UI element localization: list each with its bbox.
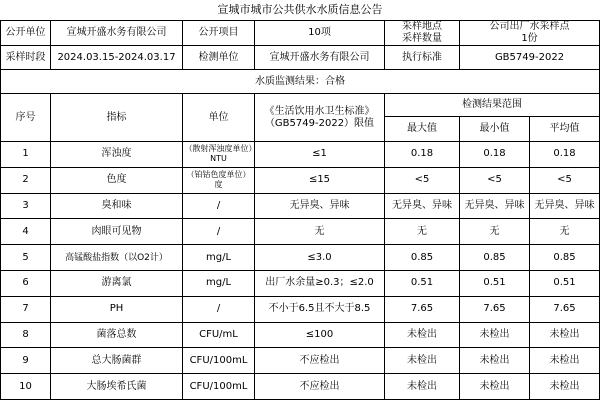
row-max: 0.18 bbox=[385, 142, 460, 168]
header-limit-line-2: （GB5749-2022）限值 bbox=[264, 117, 375, 129]
row-avg: 7.65 bbox=[530, 296, 600, 322]
item-label: 公开项目 bbox=[183, 21, 255, 46]
table-row bbox=[1, 167, 600, 193]
header-unit: 单位 bbox=[183, 94, 255, 142]
row-index: 8 bbox=[1, 322, 51, 348]
row-max: 未检出 bbox=[385, 374, 460, 400]
row-indicator: 浑浊度 bbox=[51, 142, 183, 168]
row-indicator: 色度 bbox=[51, 167, 183, 193]
row-unit: / bbox=[183, 296, 255, 322]
header-row-1 bbox=[1, 94, 600, 117]
sample-label bbox=[385, 21, 460, 46]
row-index: 9 bbox=[1, 348, 51, 374]
row-avg: 无 bbox=[530, 219, 600, 245]
row-limit: 出厂水余量≥0.3；≤2.0 bbox=[255, 270, 385, 296]
unit-value: 宣城开盛水务有限公司 bbox=[51, 21, 183, 46]
header-index: 序号 bbox=[1, 94, 51, 142]
row-min: 0.18 bbox=[460, 142, 530, 168]
sample-count-value: 1份 bbox=[521, 33, 538, 44]
row-min: 无异臭、异味 bbox=[460, 193, 530, 219]
table-row bbox=[1, 193, 600, 219]
row-limit: ≤100 bbox=[255, 322, 385, 348]
standard-value: GB5749-2022 bbox=[460, 46, 600, 70]
standard-label: 执行标准 bbox=[385, 46, 460, 70]
row-unit: CFU/100mL bbox=[183, 374, 255, 400]
info-table bbox=[0, 20, 600, 70]
row-avg: 未检出 bbox=[530, 348, 600, 374]
row-min: <5 bbox=[460, 167, 530, 193]
table-row bbox=[1, 296, 600, 322]
row-avg: 未检出 bbox=[530, 322, 600, 348]
row-limit: 无异臭、异味 bbox=[255, 193, 385, 219]
table-row bbox=[1, 219, 600, 245]
sample-count-label: 采样数量 bbox=[402, 33, 442, 44]
info-row-2 bbox=[1, 46, 600, 70]
table-row bbox=[1, 270, 600, 296]
row-limit: 不应检出 bbox=[255, 348, 385, 374]
row-indicator: 总大肠菌群 bbox=[51, 348, 183, 374]
row-indicator: 肉眼可见物 bbox=[51, 219, 183, 245]
row-limit: 无 bbox=[255, 219, 385, 245]
row-max: 无异臭、异味 bbox=[385, 193, 460, 219]
row-index: 1 bbox=[1, 142, 51, 168]
header-avg: 平均值 bbox=[530, 117, 600, 142]
row-index: 5 bbox=[1, 245, 51, 271]
row-max: 未检出 bbox=[385, 322, 460, 348]
row-max: 无 bbox=[385, 219, 460, 245]
sample-location-value: 公司出厂水采样点 bbox=[489, 21, 570, 32]
row-avg: <5 bbox=[530, 167, 600, 193]
unit-label: 公开单位 bbox=[1, 21, 51, 46]
row-min: 未检出 bbox=[460, 322, 530, 348]
row-indicator: 游离氯 bbox=[51, 270, 183, 296]
row-min: 无 bbox=[460, 219, 530, 245]
row-min: 0.85 bbox=[460, 245, 530, 271]
row-unit: / bbox=[183, 219, 255, 245]
header-range: 检测结果范围 bbox=[385, 94, 600, 117]
header-limit-line-1: 《生活饮用水卫生标准》 bbox=[264, 105, 375, 117]
page-title: 宣城市城市公共供水水质信息公告 bbox=[217, 3, 383, 16]
row-avg: 0.85 bbox=[530, 245, 600, 271]
row-unit: mg/L bbox=[183, 245, 255, 271]
table-row bbox=[1, 348, 600, 374]
row-avg: 0.18 bbox=[530, 142, 600, 168]
test-unit-label: 检测单位 bbox=[183, 46, 255, 70]
row-index: 4 bbox=[1, 219, 51, 245]
row-avg: 无异臭、异味 bbox=[530, 193, 600, 219]
table-row bbox=[1, 322, 600, 348]
row-max: <5 bbox=[385, 167, 460, 193]
row-index: 2 bbox=[1, 167, 51, 193]
table-row bbox=[1, 374, 600, 400]
row-avg: 未检出 bbox=[530, 374, 600, 400]
row-max: 7.65 bbox=[385, 296, 460, 322]
row-limit: 不应检出 bbox=[255, 374, 385, 400]
row-indicator: 菌落总数 bbox=[51, 322, 183, 348]
row-limit: ≤15 bbox=[255, 167, 385, 193]
rows-body bbox=[1, 142, 600, 400]
row-unit: （铂钴色度单位）度 bbox=[183, 167, 255, 193]
header-min: 最小值 bbox=[460, 117, 530, 142]
item-value: 10项 bbox=[255, 21, 385, 46]
row-index: 3 bbox=[1, 193, 51, 219]
row-max: 未检出 bbox=[385, 348, 460, 374]
table-row bbox=[1, 245, 600, 271]
header-indicator: 指标 bbox=[51, 94, 183, 142]
row-indicator: 臭和味 bbox=[51, 193, 183, 219]
table-row bbox=[1, 142, 600, 168]
row-limit: ≤1 bbox=[255, 142, 385, 168]
row-unit: CFU/mL bbox=[183, 322, 255, 348]
row-unit: CFU/100mL bbox=[183, 348, 255, 374]
row-min: 0.51 bbox=[460, 270, 530, 296]
row-indicator: PH bbox=[51, 296, 183, 322]
row-min: 未检出 bbox=[460, 374, 530, 400]
results-table bbox=[0, 70, 600, 400]
period-label: 采样时段 bbox=[1, 46, 51, 70]
test-unit-value: 宣城开盛水务有限公司 bbox=[255, 46, 385, 70]
row-min: 未检出 bbox=[460, 348, 530, 374]
result-line: 水质监测结果：合格 bbox=[1, 70, 600, 94]
row-unit: （散射浑浊度单位）NTU bbox=[183, 142, 255, 168]
row-limit: 不小于6.5且不大于8.5 bbox=[255, 296, 385, 322]
sample-value bbox=[460, 21, 600, 46]
row-index: 6 bbox=[1, 270, 51, 296]
row-max: 0.51 bbox=[385, 270, 460, 296]
period-value: 2024.03.15-2024.03.17 bbox=[51, 46, 183, 70]
header-limit bbox=[255, 94, 385, 142]
row-avg: 0.51 bbox=[530, 270, 600, 296]
info-row-1 bbox=[1, 21, 600, 46]
row-min: 7.65 bbox=[460, 296, 530, 322]
row-index: 7 bbox=[1, 296, 51, 322]
sample-location-label: 采样地点 bbox=[402, 21, 442, 32]
row-limit: ≤3.0 bbox=[255, 245, 385, 271]
row-indicator: 大肠埃希氏菌 bbox=[51, 374, 183, 400]
result-line-row bbox=[1, 70, 600, 94]
row-unit: mg/L bbox=[183, 270, 255, 296]
row-max: 0.85 bbox=[385, 245, 460, 271]
row-unit: / bbox=[183, 193, 255, 219]
row-indicator: 高锰酸盐指数（以O2计） bbox=[51, 245, 183, 271]
row-index: 10 bbox=[1, 374, 51, 400]
header-max: 最大值 bbox=[385, 117, 460, 142]
